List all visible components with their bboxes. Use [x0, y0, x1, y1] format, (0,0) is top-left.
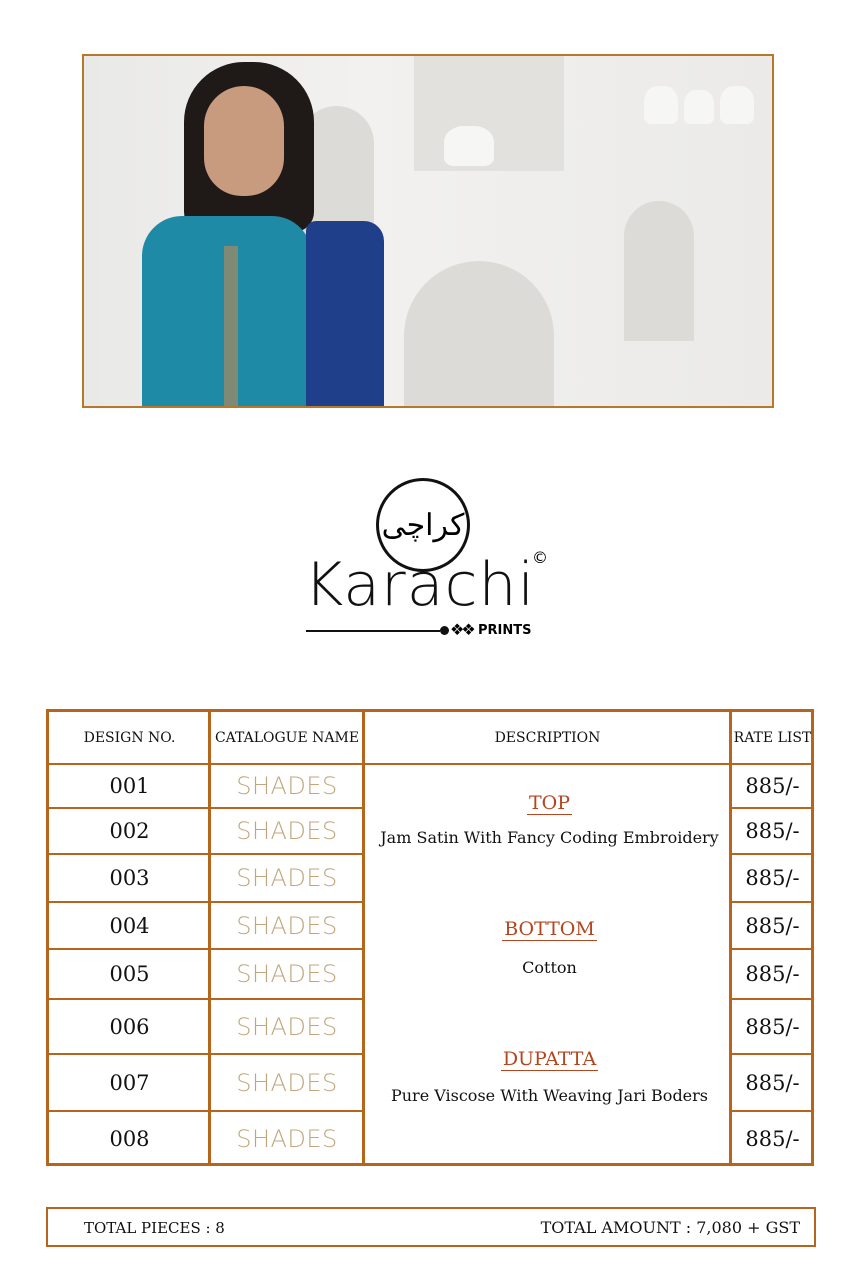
design-number: 007: [109, 1070, 150, 1095]
wall-arch: [624, 201, 694, 341]
pot: [644, 86, 678, 124]
design-number: 004: [109, 913, 150, 938]
column-header: DESCRIPTION: [494, 730, 601, 746]
design-number: 008: [109, 1126, 150, 1151]
total-amount: TOTAL AMOUNT : 7,080 + GST: [540, 1218, 800, 1237]
rate: 885/-: [745, 962, 800, 986]
copyright-icon: ©: [532, 548, 548, 567]
description-section-text: Cotton: [522, 958, 577, 977]
description-section-title: [366, 1048, 733, 1070]
catalogue-name: SHADES: [236, 864, 338, 892]
logo-line: [306, 630, 440, 632]
description-section-text: Jam Satin With Fancy Coding Embroidery: [380, 828, 719, 847]
catalogue-name: SHADES: [236, 817, 338, 845]
pot: [720, 86, 754, 124]
catalogue-name: SHADES: [236, 911, 338, 940]
column-header: RATE LIST: [733, 730, 812, 746]
karachi-prints-logo: [300, 474, 560, 644]
totals-bar: [46, 1207, 816, 1247]
description-section-text: Pure Viscose With Weaving Jari Boders: [390, 1086, 709, 1105]
catalogue-name: SHADES: [236, 1012, 338, 1041]
model-face: [204, 86, 284, 196]
logo-urdu-text: کراچی: [381, 507, 465, 543]
pot: [684, 90, 714, 124]
rate: 885/-: [745, 819, 800, 843]
design-number: 005: [109, 962, 150, 986]
description-section-title: [366, 792, 733, 814]
rate-table: [46, 709, 814, 1166]
design-number: 006: [109, 1014, 150, 1039]
description-section-title: [366, 918, 733, 940]
wall-arch: [404, 261, 554, 408]
design-number: 002: [109, 819, 150, 843]
section-title-text: DUPATTA: [502, 1048, 597, 1070]
rate: 885/-: [745, 1126, 800, 1151]
total-pieces: TOTAL PIECES : 8: [84, 1219, 225, 1237]
catalogue-name: SHADES: [236, 772, 338, 800]
rate: 885/-: [745, 866, 800, 890]
model-photo: [82, 54, 774, 408]
logo-ornament-icon: ❖❖: [450, 620, 473, 639]
logo-brand-name: Karachi: [304, 550, 536, 620]
model-dupatta: [306, 221, 384, 408]
section-title-text: TOP: [528, 792, 571, 814]
catalogue-name: SHADES: [236, 960, 338, 988]
logo-prints: PRINTS: [478, 623, 532, 638]
catalogue-name: SHADES: [236, 1124, 338, 1153]
rate: 885/-: [745, 1014, 800, 1039]
model-embroidery: [224, 246, 238, 408]
design-number: 001: [109, 774, 150, 798]
pot: [444, 126, 494, 166]
rate: 885/-: [745, 1070, 800, 1095]
rate: 885/-: [745, 913, 800, 938]
logo-dot: [440, 626, 449, 635]
design-number: 003: [109, 866, 150, 890]
section-title-text: BOTTOM: [504, 918, 595, 940]
column-header: CATALOGUE NAME: [214, 730, 360, 746]
catalogue-name: SHADES: [236, 1068, 338, 1097]
column-header: DESIGN NO.: [83, 730, 176, 746]
rate: 885/-: [745, 774, 800, 798]
